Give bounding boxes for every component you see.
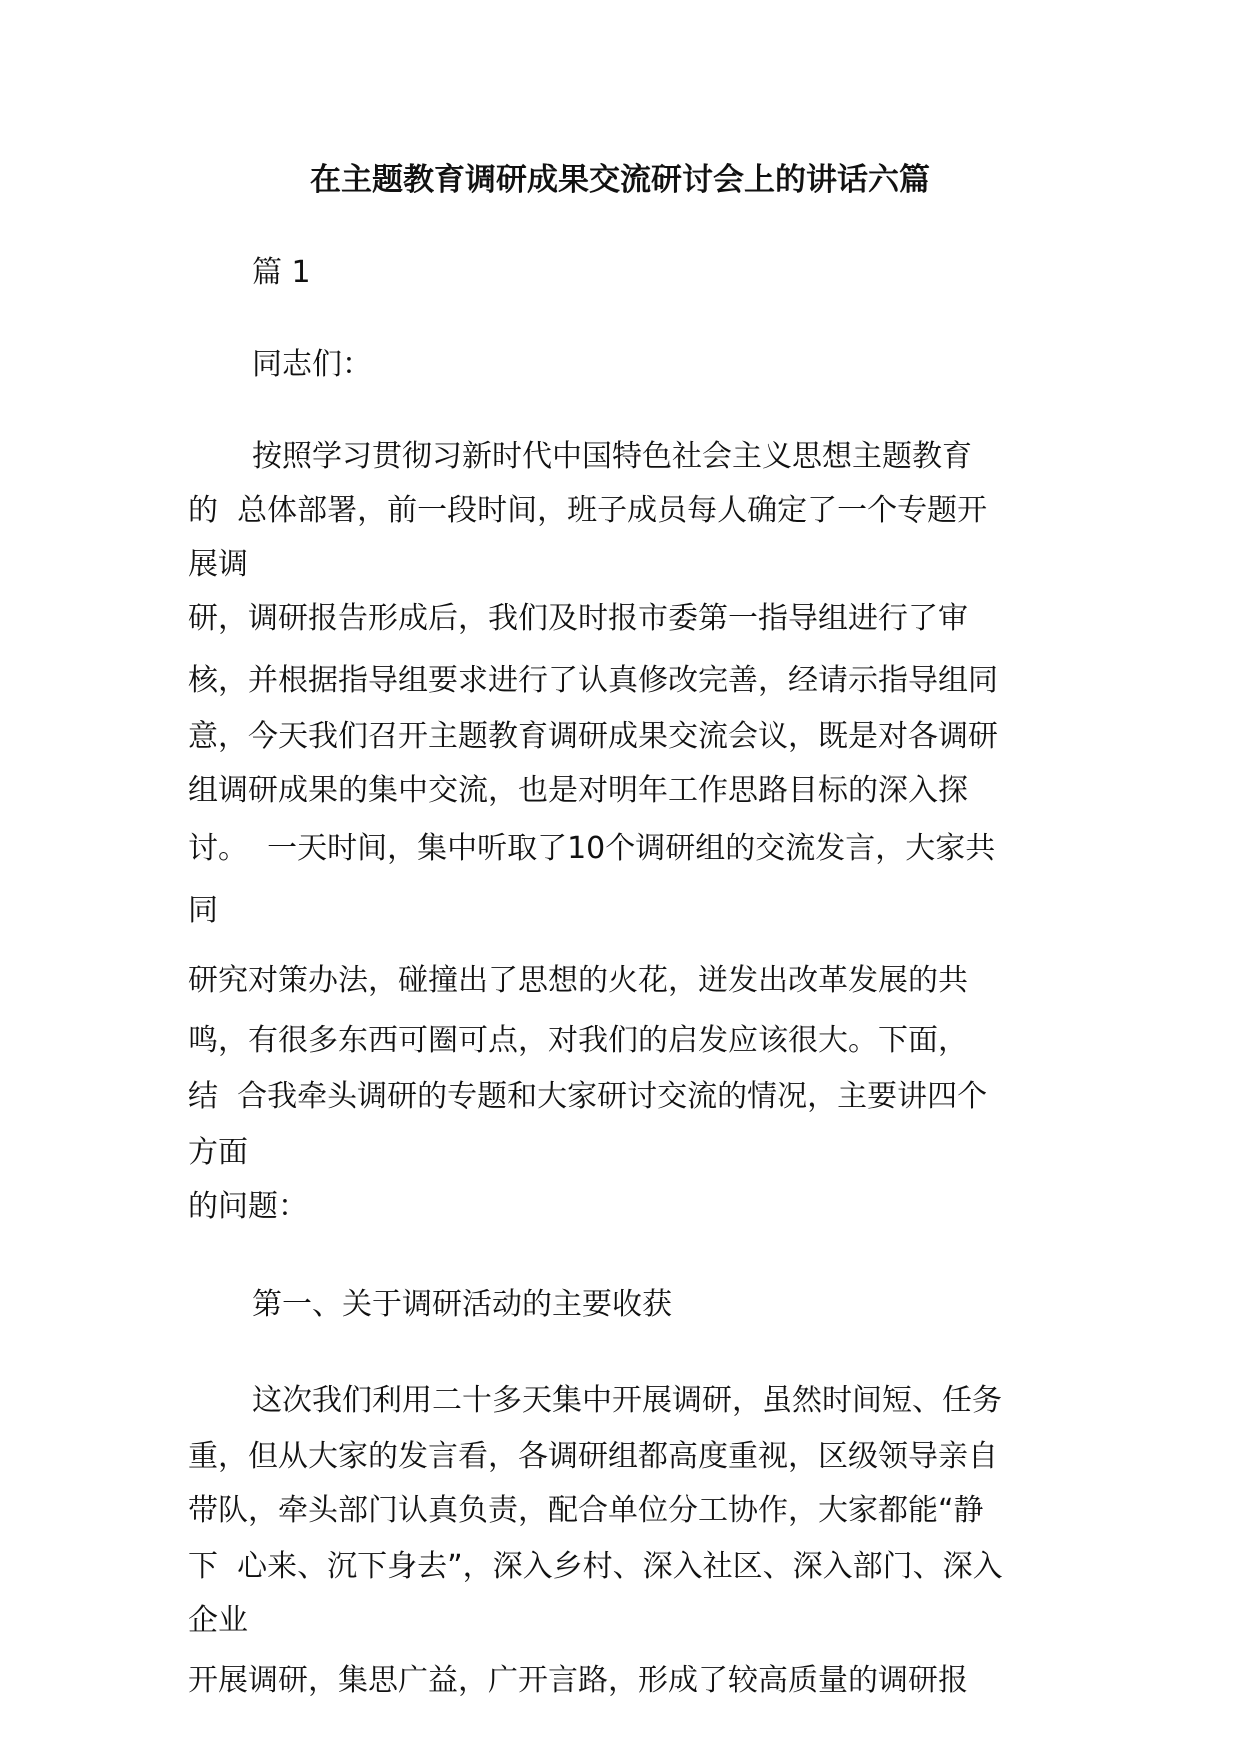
paragraph-line: 讨。 一天时间，集中听取了10个调研组的交流发言，大家共	[188, 831, 996, 866]
document-title: 在主题教育调研成果交流研讨会上的讲话六篇	[310, 162, 930, 198]
paragraph-line: 企业	[188, 1603, 248, 1638]
paragraph-line: 意，今天我们召开主题教育调研成果交流会议，既是对各调研	[188, 719, 998, 754]
paragraph-line: 这次我们利用二十多天集中开展调研，虽然时间短、任务	[252, 1383, 1002, 1418]
paragraph-line: 核，并根据指导组要求进行了认真修改完善，经请示指导组同	[188, 663, 998, 698]
paragraph-line: 方面	[188, 1135, 248, 1170]
paragraph-line: 开展调研，集思广益，广开言路，形成了较高质量的调研报	[188, 1663, 968, 1698]
section-heading: 第一、关于调研活动的主要收获	[252, 1287, 672, 1322]
paragraph-line: 下 心来、沉下身去”，深入乡村、深入社区、深入部门、深入	[188, 1549, 1003, 1584]
paragraph-line: 同	[188, 893, 218, 928]
greeting: 同志们：	[252, 347, 372, 382]
paragraph-line: 研，调研报告形成后，我们及时报市委第一指导组进行了审	[188, 601, 968, 636]
paragraph-line: 重，但从大家的发言看，各调研组都高度重视，区级领导亲自	[188, 1439, 998, 1474]
paragraph-line: 带队，牵头部门认真负责，配合单位分工协作，大家都能“静	[188, 1493, 984, 1528]
paragraph-line: 鸣，有很多东西可圈可点，对我们的启发应该很大。下面，	[188, 1023, 968, 1058]
paragraph-line: 按照学习贯彻习新时代中国特色社会主义思想主题教育	[252, 439, 972, 474]
paragraph-line: 展调	[188, 547, 248, 582]
section-label: 篇 1	[252, 255, 311, 290]
paragraph-line: 结 合我牵头调研的专题和大家研讨交流的情况，主要讲四个	[188, 1079, 988, 1114]
paragraph-line: 研究对策办法，碰撞出了思想的火花，迸发出改革发展的共	[188, 963, 968, 998]
paragraph-line: 的 总体部署，前一段时间，班子成员每人确定了一个专题开	[188, 493, 988, 528]
paragraph-line: 的问题：	[188, 1189, 308, 1224]
paragraph-line: 组调研成果的集中交流，也是对明年工作思路目标的深入探	[188, 773, 968, 808]
